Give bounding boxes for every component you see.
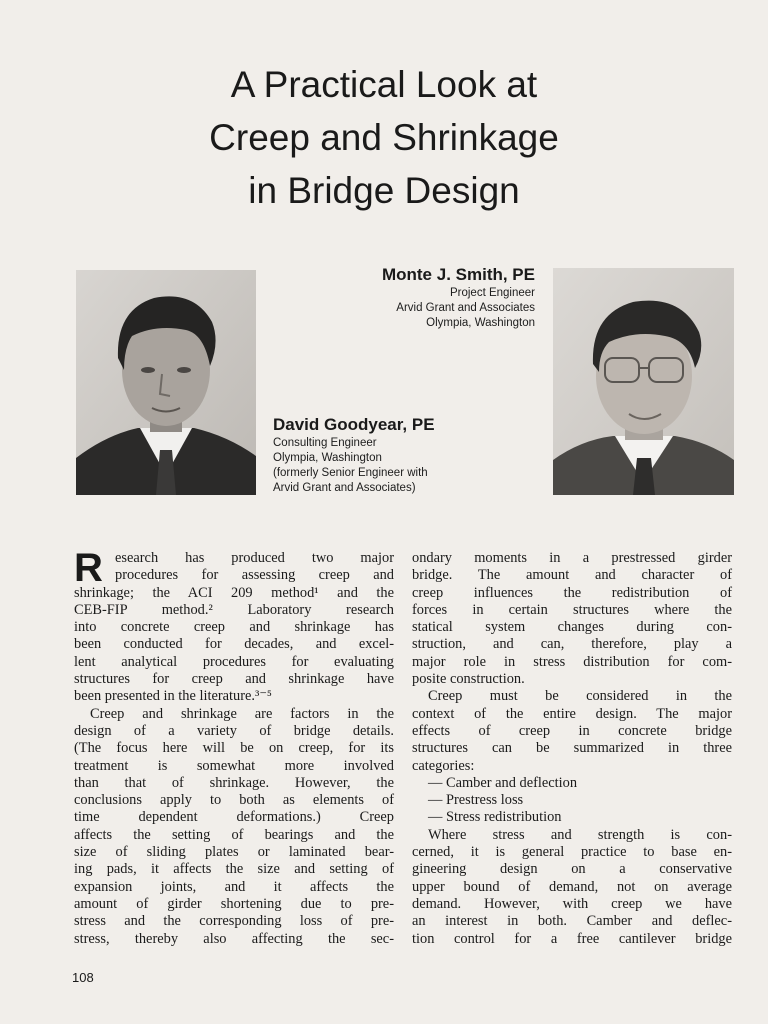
author-block-smith: [382, 264, 535, 331]
body-column-right: [412, 550, 732, 948]
text-line: affects the setting of bearings and the: [74, 826, 394, 843]
text-line: demand. However, with creep we have: [412, 895, 732, 912]
author-name: David Goodyear, PE: [273, 415, 435, 434]
text-line: than that of shrinkage. However, the: [74, 774, 394, 791]
text-line: structures for creep and shrinkage have: [74, 671, 394, 688]
text-line: been presented in the literature.³⁻⁵: [74, 688, 272, 705]
list-item: — Stress redistribution: [428, 809, 562, 826]
text-line: gineering design on a conservative: [412, 861, 732, 878]
text-line: Creep and shrinkage are factors in the: [90, 705, 394, 722]
author-name: Monte J. Smith, PE: [381, 265, 535, 284]
author-photo-smith: [76, 270, 256, 495]
text-line: (The focus here will be on creep, for its: [74, 740, 394, 757]
author-affiliation: Arvid Grant and Associates: [396, 302, 535, 314]
text-line: tion control for a free cantilever bridge: [412, 930, 732, 947]
text-line: an interest in both. Camber and deflec-: [412, 913, 732, 930]
portrait-illustration: [76, 270, 256, 495]
author-photo-goodyear: [553, 268, 734, 495]
portrait-illustration: [553, 268, 734, 495]
body-column-left: [74, 546, 394, 948]
text-line: been conducted for decades, and excel-: [74, 636, 394, 653]
text-line: structures can be summarized in three: [412, 740, 732, 757]
text-line: time dependent deformations.) Creep: [74, 809, 394, 826]
author-title: Project Engineer: [449, 287, 535, 299]
author-location: Olympia, Washington: [426, 317, 535, 329]
title-line: in Bridge Design: [248, 170, 520, 211]
article-title: [60, 58, 708, 217]
text-line: esearch has produced two major: [115, 550, 394, 566]
author-block-goodyear: [273, 414, 435, 496]
text-line: Where stress and strength is con-: [428, 826, 732, 843]
text-line: bridge. The amount and character of: [412, 567, 732, 584]
author-affiliation: Arvid Grant and Associates): [273, 482, 416, 494]
text-line: treatment is somewhat more involved: [74, 757, 394, 774]
text-line: cerned, it is general practice to base en-: [412, 844, 732, 861]
text-line: categories:: [412, 757, 475, 774]
title-line: Creep and Shrinkage: [209, 117, 559, 158]
list-item: — Camber and deflection: [428, 774, 578, 791]
text-line: shrinkage; the ACI 209 method¹ and the: [74, 584, 394, 601]
text-line: expansion joints, and it affects the: [74, 878, 394, 895]
text-line: context of the entire design. The major: [412, 705, 732, 722]
text-line: procedures for assessing creep and: [115, 567, 394, 584]
text-line: lent analytical procedures for evaluating: [74, 653, 394, 670]
author-affiliation: (formerly Senior Engineer with: [273, 467, 428, 479]
text-line: statical system changes during con-: [412, 619, 732, 636]
text-line: effects of creep in concrete bridge: [412, 722, 732, 739]
author-location: Olympia, Washington: [273, 452, 382, 464]
text-line: forces in certain structures where the: [412, 601, 732, 618]
text-line: into concrete creep and shrinkage has: [74, 619, 394, 636]
author-title: Consulting Engineer: [273, 437, 377, 449]
text-line: ondary moments in a prestressed girder: [412, 550, 732, 566]
drop-cap: R: [74, 546, 103, 590]
text-line: struction, and can, therefore, play a: [412, 636, 732, 653]
text-line: stress, thereby also affecting the sec-: [74, 930, 394, 947]
page-number: 108: [72, 970, 94, 985]
text-line: upper bound of demand, not on average: [412, 878, 732, 895]
list-item: — Prestress loss: [428, 792, 524, 809]
text-line: conclusions apply to both as elements of: [74, 792, 394, 809]
text-line: size of sliding plates or laminated bear-: [74, 844, 394, 861]
text-line: Creep must be considered in the: [428, 688, 732, 705]
text-line: posite construction.: [412, 671, 525, 688]
text-line: CEB-FIP method.² Laboratory research: [74, 601, 394, 618]
text-line: creep influences the redistribution of: [412, 584, 732, 601]
text-line: ing pads, it affects the size and setting of: [74, 861, 394, 878]
text-line: design of a variety of bridge details.: [74, 722, 394, 739]
text-line: major role in stress distribution for com-: [412, 653, 732, 670]
title-line: A Practical Look at: [230, 64, 538, 105]
text-line: stress and the corresponding loss of pre-: [74, 913, 394, 930]
text-line: amount of girder shortening due to pre-: [74, 895, 394, 912]
